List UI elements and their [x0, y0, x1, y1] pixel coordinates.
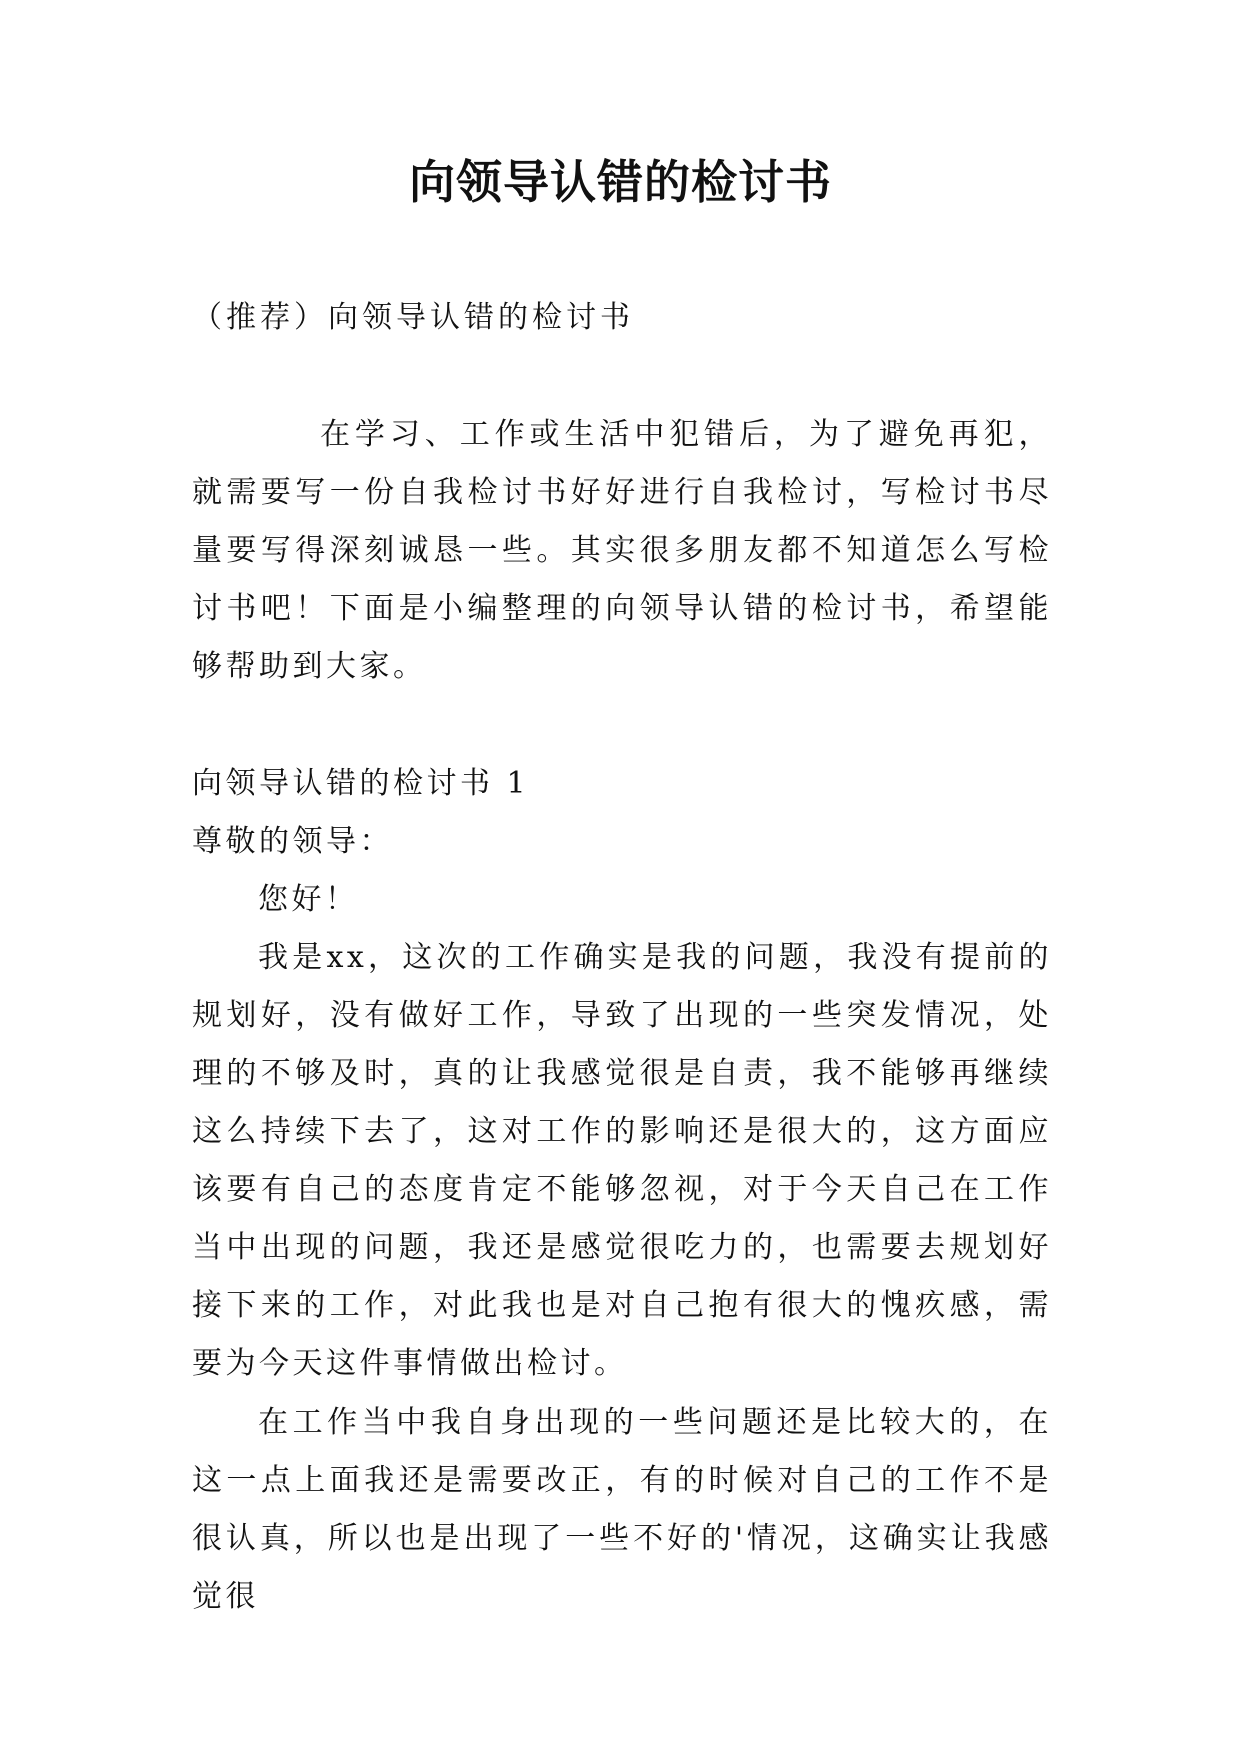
document-title: 向领导认错的检讨书	[409, 155, 832, 209]
body-paragraph: 在工作当中我自身出现的一些问题还是比较大的，在这一点上面我还是需要改正，有的时候对自己的工作不是很认真，所以也是出现了一些不好的'情况，这确实让我感觉很	[192, 1405, 1052, 1614]
salutation: 尊敬的领导：	[192, 824, 393, 859]
greeting: 您好！	[258, 882, 359, 917]
intro-paragraph: 在学习、工作或生活中犯错后，为了避免再犯，就需要写一份自我检讨书好好进行自我检讨，写检讨书尽量要写得深刻诚恳一些。其实很多朋友都不知道怎么写检讨书吧！下面是小编整理的向领导认错的检讨书，希望能够帮助到大家。	[192, 417, 1052, 684]
section-title: 向领导认错的检讨书 1	[192, 766, 530, 801]
document-subtitle: （推荐）向领导认错的检讨书	[192, 300, 634, 335]
body-paragraph: 我是xx，这次的工作确实是我的问题，我没有提前的规划好，没有做好工作，导致了出现的一些突发情况，处理的不够及时，真的让我感觉很是自责，我不能够再继续这么持续下去了，这对工作的影响还是很大的，这方面应该要有自己的态度肯定不能够忽视，对于今天自己在工作当中出现的问题，我还是感觉很吃力的，也需要去规划好接下来的工作，对此我也是对自己抱有很大的愧疚感，需要为今天这件事情做出检讨。	[192, 940, 1052, 1381]
